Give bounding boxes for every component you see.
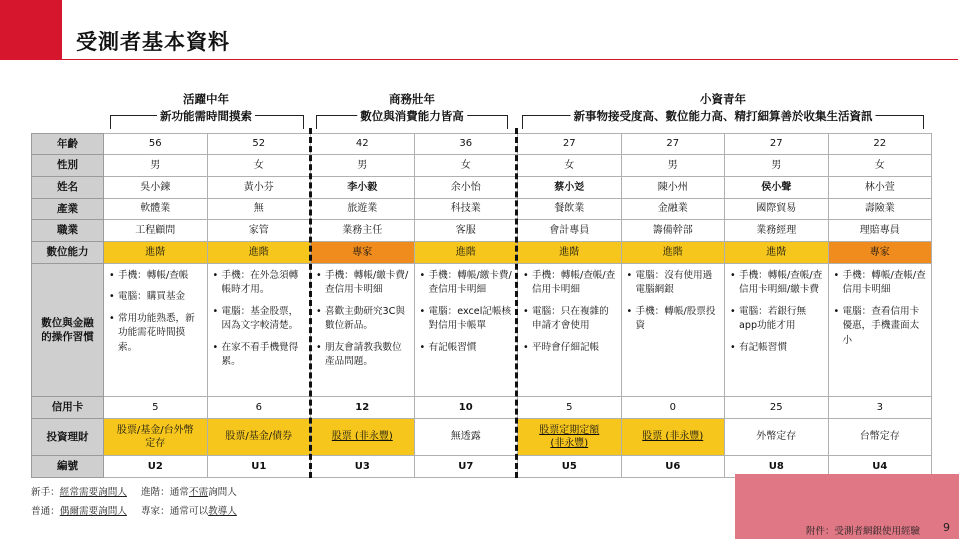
legend-line-1: [31, 484, 237, 498]
cell-id: U7: [414, 456, 518, 478]
legend-text: 詢問人: [208, 487, 237, 498]
cell-cards: 5: [518, 397, 622, 419]
footnote: 附件：受測者網銀使用經驗: [806, 526, 921, 537]
cell-digital-level: 專家: [828, 242, 932, 264]
cell-id: U6: [621, 456, 725, 478]
legend-text: 偶爾需要詢問人: [59, 506, 127, 517]
cell-job: 理賠專員: [828, 220, 932, 242]
habit-item: • 電腦：只在複雜的申請才會使用: [523, 305, 617, 334]
cell-gender: 男: [725, 155, 829, 177]
legend-label: 進階：通常: [140, 487, 189, 498]
cell-gender: 男: [311, 155, 415, 177]
cell-industry: 科技業: [414, 199, 518, 220]
group-name-young: 小資青年: [700, 92, 746, 106]
cell-cards: 12: [311, 397, 415, 419]
cell-id: U2: [104, 456, 208, 478]
cell-digital-level: 進階: [725, 242, 829, 264]
cell-name: 余小怡: [414, 177, 518, 199]
cell-name: 侯小聲: [725, 177, 829, 199]
cell-cards: 3: [828, 397, 932, 419]
cell-invest: 台幣定存: [828, 419, 932, 456]
cell-id: U5: [518, 456, 622, 478]
cell-id: U8: [725, 456, 829, 478]
legend-text: 不需: [188, 487, 209, 498]
habit-item: • 手機：轉帳/股票投資: [627, 305, 721, 334]
participant-table: [31, 133, 932, 478]
habit-item: • 有記帳習慣: [420, 341, 514, 355]
cell-habits: [414, 264, 518, 397]
cell-id: U3: [311, 456, 415, 478]
cell-name: 林小萱: [828, 177, 932, 199]
legend-label: 專家：通常可以: [140, 506, 209, 517]
cell-industry: 金融業: [621, 199, 725, 220]
cell-industry: 國際貿易: [725, 199, 829, 220]
cell-gender: 女: [414, 155, 518, 177]
cell-name: 陳小州: [621, 177, 725, 199]
cell-industry: 餐飲業: [518, 199, 622, 220]
habit-item: • 電腦：購買基金: [109, 290, 203, 304]
table-row-industry: [32, 199, 932, 220]
cell-id: U1: [207, 456, 311, 478]
cell-cards: 5: [104, 397, 208, 419]
cell-cards: 6: [207, 397, 311, 419]
habit-item: • 手機：轉帳/繳卡費/查信用卡明細: [420, 269, 514, 298]
habit-item: • 電腦：excel記帳核對信用卡帳單: [420, 305, 514, 334]
cell-digital-level: 進階: [518, 242, 622, 264]
cell-invest: 股票/基金/債券: [207, 419, 311, 456]
cell-industry: 無: [207, 199, 311, 220]
cell-digital-level: 進階: [104, 242, 208, 264]
group-desc-young: 新事物接受度高、數位能力高、精打細算善於收集生活資訊: [571, 108, 876, 124]
cell-id: U4: [828, 456, 932, 478]
group-separator: [515, 128, 518, 478]
habit-item: • 有記帳習慣: [730, 341, 824, 355]
table-row-job: [32, 220, 932, 242]
cell-job: 工程顧問: [104, 220, 208, 242]
legend-label: 普通：: [31, 506, 60, 517]
group-separator: [309, 128, 312, 478]
table-row-age: [32, 134, 932, 155]
cell-industry: 旅遊業: [311, 199, 415, 220]
cell-habits: [518, 264, 622, 397]
habit-item: • 喜歡主動研究3C與數位新品。: [316, 305, 410, 334]
page-number: 9: [943, 521, 950, 534]
cell-job: 會計專員: [518, 220, 622, 242]
group-desc-business: 數位與消費能力皆高: [357, 108, 467, 124]
cell-invest: 股票定期定額 (非永豐): [518, 419, 622, 456]
group-name-business: 商務壯年: [389, 92, 435, 106]
cell-habits: [621, 264, 725, 397]
cell-invest: 股票 (非永豐): [311, 419, 415, 456]
cell-job: 業務主任: [311, 220, 415, 242]
row-label-invest: 投資理財: [32, 419, 104, 456]
cell-name: 李小毅: [311, 177, 415, 199]
cell-age: 27: [518, 134, 622, 155]
table-row-habits: [32, 264, 932, 397]
cell-age: 42: [311, 134, 415, 155]
cell-invest: 股票 (非永豐): [621, 419, 725, 456]
cell-habits: [207, 264, 311, 397]
row-label-habits: 數位與金融的操作習慣: [32, 264, 104, 397]
cell-name: 吳小鍊: [104, 177, 208, 199]
habit-item: • 在家不看手機覺得累。: [213, 341, 307, 370]
habit-item: • 電腦：沒有使用過電腦網銀: [627, 269, 721, 298]
cell-digital-level: 專家: [311, 242, 415, 264]
cell-age: 22: [828, 134, 932, 155]
row-label-gender: 性別: [32, 155, 104, 177]
row-label-job: 職業: [32, 220, 104, 242]
habit-item: • 手機：轉帳/查帳/查信用卡明細/繳卡費: [730, 269, 824, 298]
habit-item: • 電腦：若銀行無app功能才用: [730, 305, 824, 334]
row-label-digital: 數位能力: [32, 242, 104, 264]
cell-name: 蔡小彣: [518, 177, 622, 199]
cell-gender: 女: [518, 155, 622, 177]
cell-industry: 軟體業: [104, 199, 208, 220]
table-row-digital: [32, 242, 932, 264]
legend-line-2: [31, 503, 237, 517]
cell-digital-level: 進階: [414, 242, 518, 264]
cell-gender: 女: [207, 155, 311, 177]
page-title: 受測者基本資料: [76, 30, 230, 54]
cell-age: 27: [621, 134, 725, 155]
cell-habits: [311, 264, 415, 397]
cell-habits: [725, 264, 829, 397]
group-name-middle-age: 活躍中年: [183, 92, 229, 106]
cell-cards: 10: [414, 397, 518, 419]
table-row-gender: [32, 155, 932, 177]
group-desc-middle-age: 新功能需時間摸索: [157, 108, 255, 124]
habit-item: • 平時會仔細記帳: [523, 341, 617, 355]
table-row-name: [32, 177, 932, 199]
habit-item: • 手機：轉帳/繳卡費/查信用卡明細: [316, 269, 410, 298]
habit-item: • 手機：在外急須轉帳時才用。: [213, 269, 307, 298]
cell-habits: [828, 264, 932, 397]
cell-digital-level: 進階: [207, 242, 311, 264]
cell-gender: 女: [828, 155, 932, 177]
cell-invest: 股票/基金/台外幣定存: [104, 419, 208, 456]
habit-item: • 手機：轉帳/查帳: [109, 269, 203, 283]
cell-age: 27: [725, 134, 829, 155]
brand-color-bar: [0, 0, 62, 60]
habit-item: • 常用功能熟悉，新功能需花時間摸索。: [109, 312, 203, 355]
cell-job: 籌備幹部: [621, 220, 725, 242]
cell-job: 業務經理: [725, 220, 829, 242]
habit-item: • 朋友會請教我數位產品問題。: [316, 341, 410, 370]
title-divider: [62, 59, 958, 60]
cell-age: 52: [207, 134, 311, 155]
row-label-industry: 產業: [32, 199, 104, 220]
cell-name: 黃小芬: [207, 177, 311, 199]
cell-job: 客服: [414, 220, 518, 242]
legend-text: 經常需要詢問人: [59, 487, 127, 498]
cell-age: 36: [414, 134, 518, 155]
cell-cards: 25: [725, 397, 829, 419]
legend-label: 新手：: [31, 487, 60, 498]
cell-industry: 壽險業: [828, 199, 932, 220]
habit-item: • 手機：轉帳/查帳/查信用卡明細: [834, 269, 928, 298]
cell-invest: 無透露: [414, 419, 518, 456]
row-label-age: 年齡: [32, 134, 104, 155]
table-row-cards: [32, 397, 932, 419]
cell-cards: 0: [621, 397, 725, 419]
cell-habits: [104, 264, 208, 397]
habit-item: • 電腦：基金股票，因為文字較清楚。: [213, 305, 307, 334]
row-label-id: 編號: [32, 456, 104, 478]
cell-gender: 男: [104, 155, 208, 177]
table-row-invest: [32, 419, 932, 456]
cell-invest: 外幣定存: [725, 419, 829, 456]
cell-gender: 男: [621, 155, 725, 177]
cell-digital-level: 進階: [621, 242, 725, 264]
cell-age: 56: [104, 134, 208, 155]
cell-job: 家管: [207, 220, 311, 242]
row-label-name: 姓名: [32, 177, 104, 199]
row-label-cards: 信用卡: [32, 397, 104, 419]
legend-text: 教導人: [208, 506, 237, 517]
habit-item: • 手機：轉帳/查帳/查信用卡明細: [523, 269, 617, 298]
habit-item: • 電腦：查看信用卡優惠，手機畫面太小: [834, 305, 928, 348]
